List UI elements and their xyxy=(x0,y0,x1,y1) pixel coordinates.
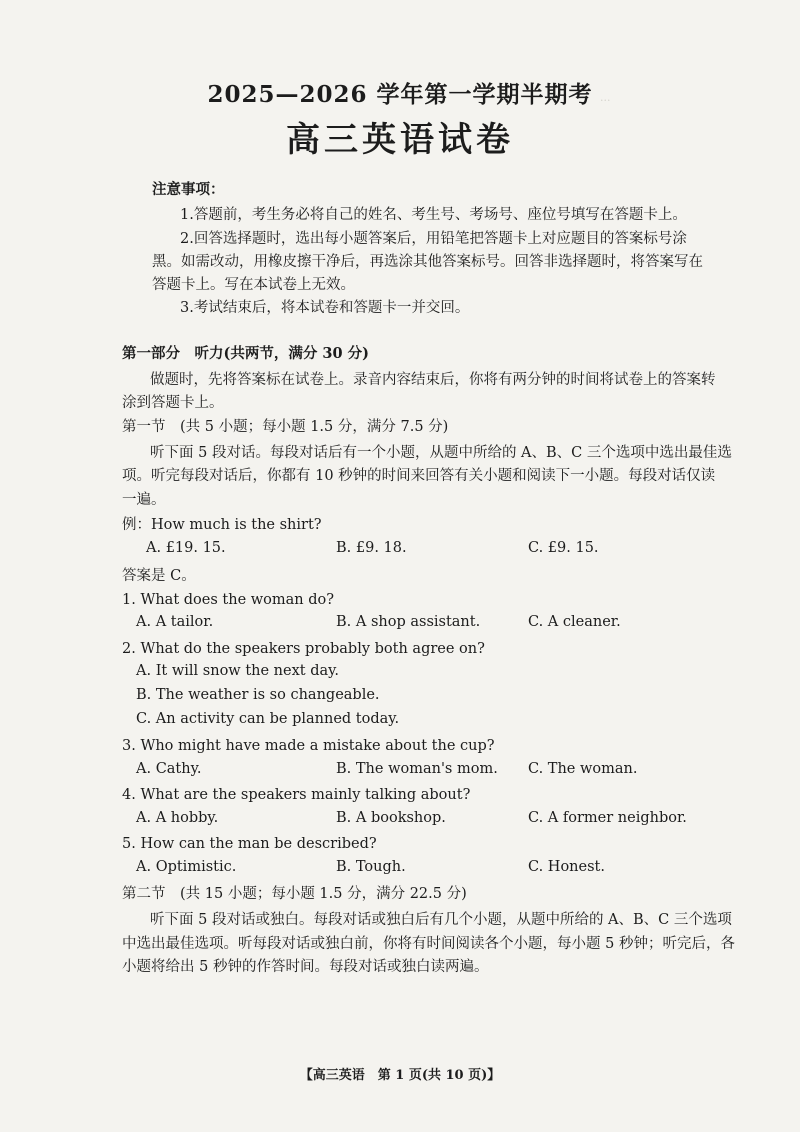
section2-intro-line-1: 听下面 5 段对话或独白。每段对话或独白后有几个小题，从题中所给的 A、B、C 三个选项 xyxy=(150,912,732,928)
section2-intro-line-2: 中选出最佳选项。听每段对话或独白前，你将有时间阅读各个小题，每小题 5 秒钟；听完后，各 xyxy=(122,936,735,952)
question-5-stem: 5. How can the man be described? xyxy=(122,836,377,852)
notice-item-1: 1.答题前，考生务必将自己的姓名、考生号、考场号、座位号填写在答题卡上。 xyxy=(180,207,687,223)
notice-item-2-line-2: 黑。如需改动，用橡皮擦干净后，再选涂其他答案标号。回答非选择题时，将答案写在 xyxy=(152,254,703,270)
section2-intro-line-3: 小题将给出 5 秒钟的作答时间。每段对话或独白读两遍。 xyxy=(122,959,489,975)
example-option-a: A. £19. 15. xyxy=(146,540,226,556)
question-3-option-c[interactable]: C. The woman. xyxy=(528,761,638,777)
question-3-stem: 3. Who might have made a mistake about the cup? xyxy=(122,738,495,754)
question-5-option-a[interactable]: A. Optimistic. xyxy=(136,859,237,875)
question-1-option-b[interactable]: B. A shop assistant. xyxy=(336,614,481,630)
section1-intro-line-3: 一遍。 xyxy=(122,492,166,508)
notice-heading: 注意事项： xyxy=(152,181,225,198)
notice-item-2-line-3: 答题卡上。写在本试卷上无效。 xyxy=(152,277,355,293)
exam-title: 2025—2026 学年第一学期半期考 xyxy=(207,81,593,108)
question-3-option-b[interactable]: B. The woman's mom. xyxy=(336,761,498,777)
section1-intro-line-2: 项。听完每段对话后，你都有 10 秒钟的时间来回答有关小题和阅读下一小题。每段对话仅读 xyxy=(122,468,716,484)
question-2-option-c[interactable]: C. An activity can be planned today. xyxy=(136,711,400,727)
section2-heading: 第二节 (共 15 小题；每小题 1.5 分，满分 22.5 分) xyxy=(122,886,467,902)
question-5-option-b[interactable]: B. Tough. xyxy=(336,859,406,875)
question-1-stem: 1. What does the woman do? xyxy=(122,592,335,608)
question-2-option-b[interactable]: B. The weather is so changeable. xyxy=(136,687,380,703)
part1-intro-line-2: 涂到答题卡上。 xyxy=(122,395,224,411)
part1-heading: 第一部分 听力(共两节，满分 30 分) xyxy=(122,345,369,362)
example-question: 例：How much is the shirt? xyxy=(122,517,322,533)
question-4-option-b[interactable]: B. A bookshop. xyxy=(336,810,446,826)
question-2-stem: 2. What do the speakers probably both agree on? xyxy=(122,641,485,657)
section1-heading: 第一节 (共 5 小题；每小题 1.5 分，满分 7.5 分) xyxy=(122,419,449,435)
example-option-b: B. £9. 18. xyxy=(336,540,407,556)
question-1-option-a[interactable]: A. A tailor. xyxy=(136,614,214,630)
exam-subject-title: 高三英语试卷 xyxy=(286,120,514,160)
question-1-option-c[interactable]: C. A cleaner. xyxy=(528,614,621,630)
notice-item-2-line-1: 2.回答选择题时，选出每小题答案后，用铅笔把答题卡上对应题目的答案标号涂 xyxy=(180,231,687,247)
question-4-option-c[interactable]: C. A former neighbor. xyxy=(528,810,687,826)
question-2-option-a[interactable]: A. It will snow the next day. xyxy=(136,663,340,679)
part1-intro-line-1: 做题时，先将答案标在试卷上。录音内容结束后，你将有两分钟的时间将试卷上的答案转 xyxy=(150,372,716,388)
question-5-option-c[interactable]: C. Honest. xyxy=(528,859,605,875)
question-4-stem: 4. What are the speakers mainly talking about? xyxy=(122,787,471,803)
notice-item-3: 3.考试结束后，将本试卷和答题卡一并交回。 xyxy=(180,300,470,316)
example-answer: 答案是 C。 xyxy=(122,568,196,584)
question-3-option-a[interactable]: A. Cathy. xyxy=(136,761,202,777)
bleed-through-text: ··· xyxy=(600,94,611,107)
page-footer: 【高三英语 第 1 页(共 10 页)】 xyxy=(299,1068,501,1083)
example-option-c: C. £9. 15. xyxy=(528,540,599,556)
section1-intro-line-1: 听下面 5 段对话。每段对话后有一个小题，从题中所给的 A、B、C 三个选项中选出最佳选 xyxy=(150,445,732,461)
question-4-option-a[interactable]: A. A hobby. xyxy=(136,810,219,826)
